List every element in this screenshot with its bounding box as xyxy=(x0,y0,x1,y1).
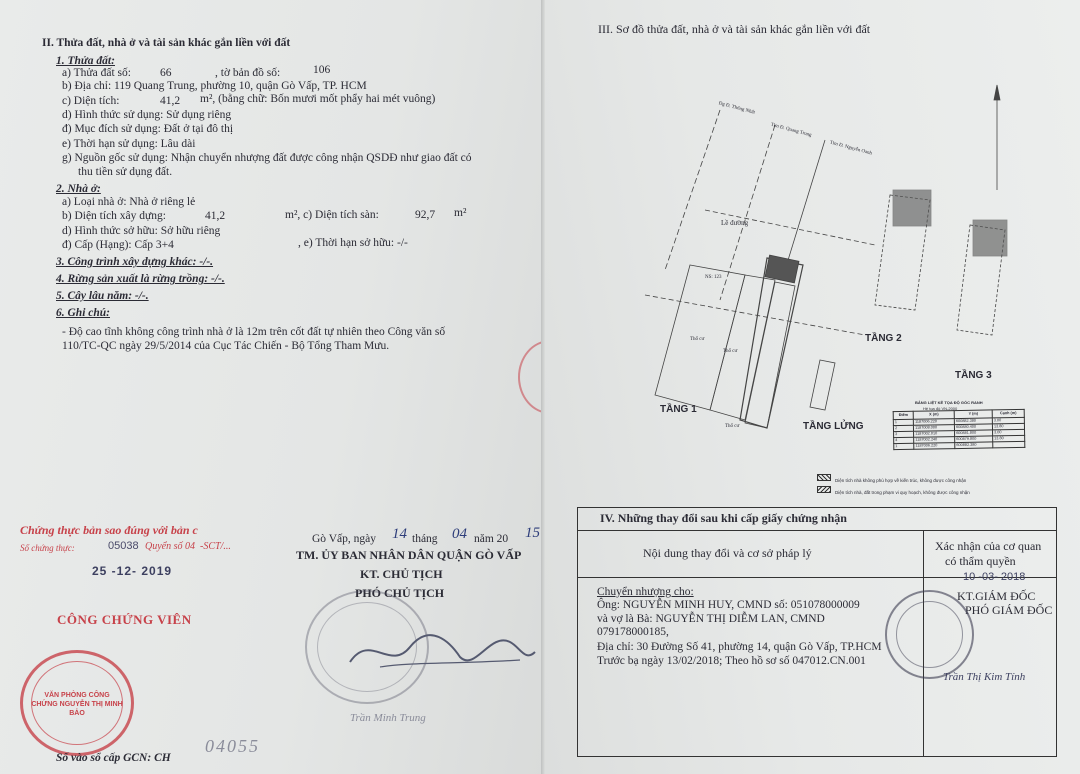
thoc-label-3: Thổ cư xyxy=(725,424,740,429)
coord-cell: 600879.800 xyxy=(955,436,993,443)
land-address: b) Địa chỉ: 119 Quang Trung, phường 10, quận Gò Vấp, TP. HCM xyxy=(62,80,367,92)
legend-2: Diện tích nhà, đất trong phạm vi quy hoạch, không được công nhận xyxy=(835,490,970,495)
changes-col2a: Xác nhận của cơ quan xyxy=(935,539,1042,553)
land-area-unit: m², (bằng chữ: Bốn mươi mốt phẩy hai mét vuông) xyxy=(200,93,436,105)
floor2-label: TẦNG 2 xyxy=(865,333,902,344)
coord-head-pt: Điểm xyxy=(893,411,913,419)
coord-cell: 1187002.240 xyxy=(914,437,955,444)
house-build-area-value: 41,2 xyxy=(205,210,226,222)
item4: 4. Rừng sản xuất là rừng trồng: -/-. xyxy=(56,273,225,285)
certify-no-label: Số chứng thực: xyxy=(20,543,75,553)
certify-date: 25 -12- 2019 xyxy=(92,564,173,578)
house-floor-area-value: 92,7 xyxy=(415,209,436,221)
house-floor-area-unit: m² xyxy=(454,207,467,219)
coord-cell: 13.80 xyxy=(993,435,1025,442)
land-map-label: , tờ bản đồ số: xyxy=(215,67,281,79)
coord-cell: 600881.800 xyxy=(955,430,993,437)
item3: 3. Công trình xây dựng khác: -/-. xyxy=(56,256,214,268)
street-1: Đg Đ. Thống Nhất xyxy=(717,101,756,116)
note-line2: 110/TC-QC ngày 29/5/2014 của Cục Tác Chiến - Bộ Tổng Tham Mưu. xyxy=(62,340,390,352)
coord-cell: 2 xyxy=(893,425,913,431)
le-duong-label: Lề đường xyxy=(721,219,749,227)
item5: 5. Cây lâu năm: -/-. xyxy=(56,290,149,302)
office-seal xyxy=(885,590,974,679)
land-purpose: đ) Mục đích sử dụng: Đất ở tại đô thị xyxy=(62,123,234,135)
notary-seal-text: VĂN PHÒNG CÔNG CHỨNG NGUYỄN THỊ MINH BẢO xyxy=(31,692,123,717)
notary-title: CÔNG CHỨNG VIÊN xyxy=(57,612,192,627)
coord-cell: 3.00 xyxy=(993,429,1025,436)
changes-col2b: có thẩm quyền xyxy=(945,554,1016,568)
land-origin-cont: thu tiền sử dụng đất. xyxy=(78,166,173,178)
vice-director: PHÓ GIÁM ĐỐC xyxy=(965,603,1053,617)
land-area-label: c) Diện tích: xyxy=(62,95,120,107)
floor1-label: TẦNG 1 xyxy=(660,404,697,415)
certify-sct: -SCT/... xyxy=(200,541,231,552)
legend-swatch-1 xyxy=(817,474,831,481)
register-value: 04055 xyxy=(205,736,260,756)
land-a-value: 66 xyxy=(160,67,172,79)
coord-cell: 1187008.000 xyxy=(914,425,955,432)
coord-table-subtitle: Hệ tọa độ VN-2000 xyxy=(923,406,958,411)
signer-name: Trần Minh Trung xyxy=(350,712,426,724)
coord-head-x: X (m) xyxy=(913,411,954,420)
floor3-label: TẦNG 3 xyxy=(955,370,992,381)
sign-month-label: tháng xyxy=(412,533,438,545)
owner-address: Địa chỉ: 30 Đường Số 41, phường 14, quận Gò Vấp, TP.HCM xyxy=(597,641,882,653)
coord-cell: 1187006.220 xyxy=(914,419,955,426)
owner-line-1: Ông: NGUYỄN MINH HUY, CMND số: 051078000009 xyxy=(597,599,860,611)
kt-chairman: KT. CHỦ TỊCH xyxy=(360,567,443,581)
coord-cell: 4 xyxy=(894,437,914,443)
committee-signature xyxy=(340,612,540,692)
coord-cell xyxy=(993,441,1025,448)
owner-line-2: và vợ là Bà: NGUYỄN THỊ DIỄM LAN, CMND xyxy=(597,613,825,625)
land-term: e) Thời hạn sử dụng: Lâu dài xyxy=(62,138,196,150)
right-page xyxy=(545,0,1080,774)
land-origin: g) Nguồn gốc sử dụng: Nhận chuyển nhượng đất được công nhận QSDĐ như giao đất có xyxy=(62,152,472,164)
coord-cell: 1 xyxy=(894,443,914,449)
legend-swatch-2 xyxy=(817,486,831,493)
owner-line-3: 079178000185, xyxy=(597,626,669,638)
committee: TM. ỦY BAN NHÂN DÂN QUẬN GÒ VẤP xyxy=(296,548,522,562)
coord-head-edge: Cạnh (m) xyxy=(992,409,1024,418)
certify-title: Chứng thực bản sao đúng với bản c xyxy=(20,523,198,537)
floor-mezz-label: TẦNG LỬNG xyxy=(803,421,864,432)
house-build-area-label: b) Diện tích xây dựng: xyxy=(62,210,166,222)
changes-col1: Nội dung thay đổi và cơ sở pháp lý xyxy=(643,546,812,560)
coord-cell: 1187002.010 xyxy=(914,431,955,438)
note-line1: - Độ cao tĩnh không công trình nhà ở là 12m trên cốt đất tự nhiên theo Công văn số xyxy=(62,326,446,338)
sign-year-label: năm 20 xyxy=(474,533,509,545)
confirm-date: 10 -03- 2018 xyxy=(963,571,1026,583)
certify-no-value: 05038 xyxy=(108,540,139,552)
land-area-value: 41,2 xyxy=(160,95,181,107)
land-heading: 1. Thửa đất: xyxy=(56,55,115,67)
thoc-label-2: Thổ cư xyxy=(723,349,738,354)
coord-table xyxy=(893,409,1026,450)
house-grade: đ) Cấp (Hạng): Cấp 3+4 xyxy=(62,239,174,251)
registration-fee: Trước bạ ngày 13/02/2018; Theo hồ sơ số 047012.CN.001 xyxy=(597,655,866,667)
coord-cell: 600880.400 xyxy=(955,424,993,431)
coord-head-y: Y (m) xyxy=(954,410,992,419)
vice-chairman: PHÓ CHỦ TỊCH xyxy=(355,586,445,600)
changes-divider-1 xyxy=(577,530,1057,531)
kt-director: KT.GIÁM ĐỐC xyxy=(957,589,1036,603)
plot-number: NS: 123 xyxy=(705,275,722,280)
sign-month: 04 xyxy=(452,526,467,542)
sign-day: 14 xyxy=(392,526,407,542)
item6: 6. Ghi chú: xyxy=(56,307,110,319)
coord-cell: 3 xyxy=(894,431,914,437)
land-a-label: a) Thửa đất số: xyxy=(62,67,131,79)
coord-cell: 600882.380 xyxy=(954,418,992,425)
coord-cell: 600882.380 xyxy=(955,442,993,449)
land-map-value: 106 xyxy=(313,64,331,76)
legend-1: Diện tích nhà không phù hợp về kiến trúc, không được công nhận xyxy=(835,478,967,483)
coord-cell: 1 xyxy=(893,419,913,425)
notary-seal xyxy=(20,650,134,756)
land-use-form: d) Hình thức sử dụng: Sử dụng riêng xyxy=(62,109,232,121)
section4-title: IV. Những thay đổi sau khi cấp giấy chứng nhận xyxy=(600,511,847,525)
section2-title: II. Thửa đất, nhà ở và tài sản khác gắn liền với đất xyxy=(42,37,291,49)
coord-cell: 1187006.220 xyxy=(914,443,955,450)
director-signature: Trần Thị Kim Tính xyxy=(943,671,1026,683)
certify-book: Quyển số 04 xyxy=(145,541,195,552)
street-3: Tim Đ. Nguyễn Oanh xyxy=(829,140,873,157)
thoc-label-1: Thổ cư xyxy=(690,337,705,342)
transfer-label: Chuyển nhượng cho: xyxy=(597,586,694,598)
house-term: , e) Thời hạn sở hữu: -/- xyxy=(298,237,408,249)
house-floor-area-label: m², c) Diện tích sàn: xyxy=(285,209,379,221)
coord-cell: 3.00 xyxy=(992,417,1024,424)
house-type: a) Loại nhà ở: Nhà ở riêng lẻ xyxy=(62,196,196,208)
house-ownership: d) Hình thức sở hữu: Sở hữu riêng xyxy=(62,225,221,237)
coord-table-title: BẢNG LIỆT KÊ TỌA ĐỘ GÓC RANH xyxy=(915,400,983,405)
sign-place: Gò Vấp, ngày xyxy=(312,533,376,545)
house-heading: 2. Nhà ở: xyxy=(56,183,101,195)
section3-title: III. Sơ đồ thửa đất, nhà ở và tài sản khác gắn liền với đất xyxy=(598,22,871,36)
coord-cell: 13.80 xyxy=(992,423,1024,430)
street-2: Tim Đ. Quang Trung xyxy=(770,122,812,139)
register-label: Số vào sổ cấp GCN: CH xyxy=(56,752,171,764)
sign-year: 15 xyxy=(525,525,540,541)
